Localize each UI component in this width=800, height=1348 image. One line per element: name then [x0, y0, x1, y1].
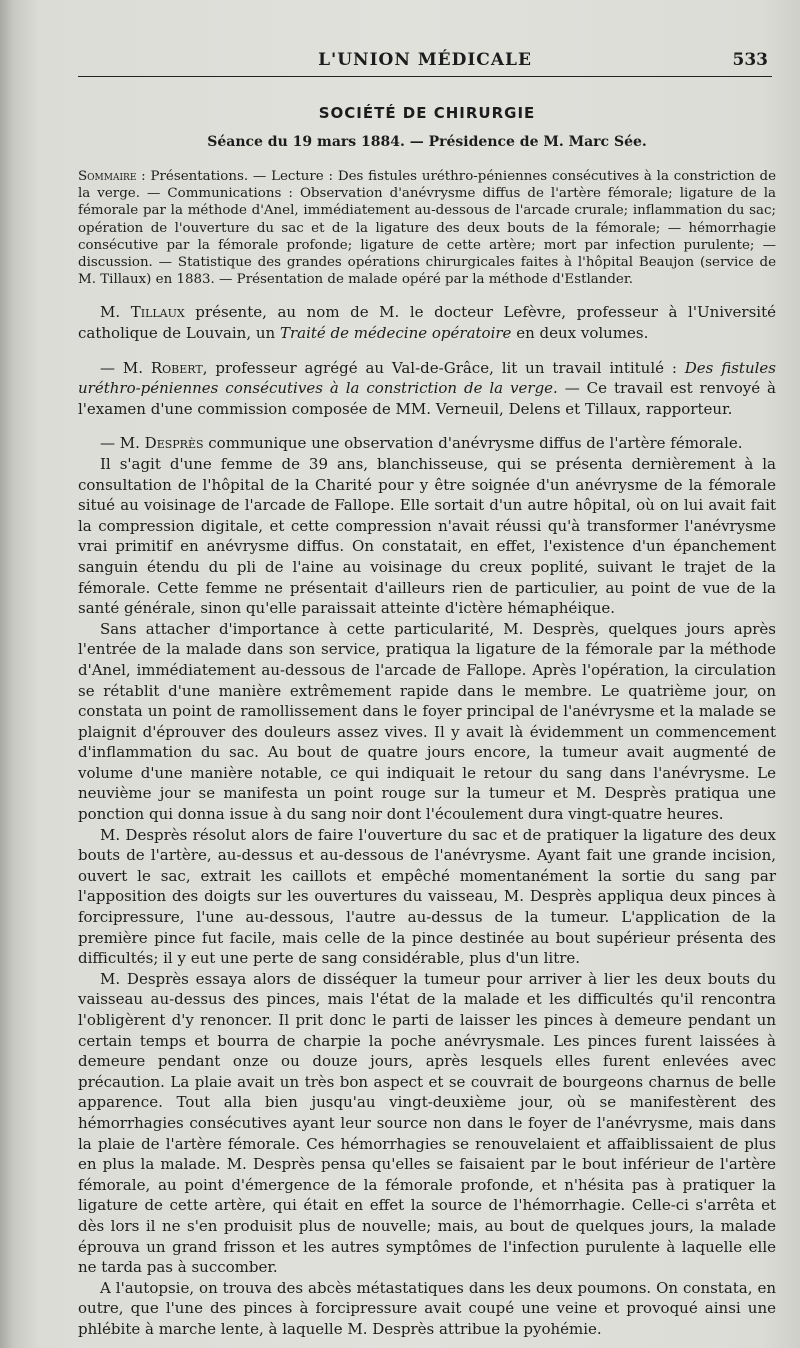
text-run: — M.: [100, 358, 151, 377]
speaker-name: Tillaux: [130, 303, 185, 322]
text-run: M.: [100, 303, 131, 322]
paragraph-autopsy: A l'autopsie, on trouva des abcès métastatiques dans les deux poumons. On constata, en outre, que l'une des pinces à forcipressure avait coupé une veine et provoqué ainsi une phlébite à marche lente, à laquelle M. Desprès attribue la pyohémie.: [78, 1278, 776, 1338]
summary-text: Présentations. — Lecture : Des fistules uréthro-péniennes consécutives à la constriction de la verge. — Communications : Observation d'anévrysme diffus de l'artère fémorale; ligature de la fémorale par la méthode d'Anel, immédiatement au-dessous de l'arcade crurale; inflammation du sac; opération de l'ouverture du sac et de la ligature des deux bouts de la fémorale; — hémorrhagie consécutive par la fémorale profonde; ligature de cette artère; mort par infection purulente; — discussion. — Statistique des grandes opérations chirurgicales faites à l'hôpital Beaujon (service de M. Tillaux) en 1883. — Présentation de malade opéré par la méthode d'Estlander.: [78, 169, 776, 288]
article-body: [78, 104, 776, 1340]
paragraph-presentation: [78, 302, 776, 343]
text-run: , professeur agrégé au Val-de-Grâce, lit un travail intitulé :: [202, 358, 685, 377]
work-title: Des fistules uréthro-péniennes consécutives à la constriction de la verge.: [78, 358, 776, 398]
book-title: Traité de médecine opératoire: [279, 324, 512, 343]
speaker-name: Desprès: [144, 434, 204, 453]
text-run: communique une observation d'anévrysme diffus de l'artère fémorale.: [203, 434, 743, 453]
text-run: — Ce travail est renvoyé à l'examen d'une commission composée de MM. Verneuil, Delens et Tillaux, rapporteur.: [78, 379, 776, 418]
paragraph-operation: M. Desprès résolut alors de faire l'ouverture du sac et de pratiquer la ligature des deux bouts de l'artère, au-dessus et au-dessous de l'anévrysme. Ayant fait une grande incision, ouvert le sac, extrait les caillots et empêché momentanément la sortie du sang par l'apposition des doigts sur les ouvertures du vaisseau, M. Desprès appliqua deux pinces à forcipressure, l'une au-dessous, l'autre au-dessus de la tumeur. L'application de la première pince fut facile, mais celle de la pince destinée au bout supérieur présenta des difficultés; il y eut une perte de sang considérable, plus d'un litre.: [78, 825, 776, 968]
text-run: présente, au nom de M. le docteur Lefèvre, professeur à l'Université catholique de Louvain, un: [78, 303, 776, 343]
paragraph-complications: M. Desprès essaya alors de disséquer la tumeur pour arriver à lier les deux bouts du vaisseau au-dessus des pinces, mais l'état de la malade et les difficultés qu'il rencontra l'obligèrent d'y renoncer. Il prit donc le parti de laisser les pinces à demeure pendant un certain temps et bourra de charpie la poche anévrysmale. Les pinces furent laissées à demeure pendant onze ou douze jours, après lesquels elles furent enlevées avec précaution. La plaie avait un très bon aspect et se couvrait de bourgeons charnus de belle apparence. Tout alla bien jusqu'au vingt-deuxième jour, où se manifestèrent des hémorrhagies consécutives ayant leur source non dans le foyer de l'anévrysme, mais dans la plaie de l'artère fémorale. Ces hémorrhagies se renouvelaient et affaiblissaient de plus en plus la malade. M. Desprès pensa qu'elles se faisaient par le bout inférieur de l'artère fémorale, au point d'émergence de la fémorale profonde, et n'hésita pas à pratiquer la ligature de cette artère, qui était en effet la source de l'hémorrhagie. Celle-ci s'arrêta et dès lors il ne s'en produisit plus de nouvelle; mais, au bout de quelques jours, la malade éprouva un grand frisson et les autres symptômes de l'infection purulente à laquelle elle ne tarda pas à succomber.: [78, 969, 776, 1277]
text-run: — M.: [100, 434, 145, 453]
page-number: 533: [732, 50, 768, 70]
paragraph-ligature: Sans attacher d'importance à cette particularité, M. Desprès, quelques jours après l'entrée de la malade dans son service, pratiqua la ligature de la fémorale par la méthode d'Anel, immédiatement au-dessous de l'arcade de Fallope. Après l'opération, la circulation se rétablit d'une manière extrêmement rapide dans le membre. Le quatrième jour, on constata un point de ramollissement dans le foyer principal de l'anévrysme et la malade se plaignit d'éprouver des douleurs assez vives. Il y avait là évidemment un commencement d'inflammation du sac. Au bout de quatre jours encore, la tumeur avait augmenté de volume d'une manière notable, ce qui indiquait le retour du sang dans l'anévrysme. Le neuvième jour se manifesta un point rouge sur la tumeur et M. Desprès pratiqua une ponction qui donna issue à du sang noir dont l'écoulement dura vingt-quatre heures.: [78, 619, 776, 824]
paragraph-reading: [78, 358, 776, 420]
session-line: Séance du 19 mars 1884. — Présidence de M. Marc Sée.: [207, 134, 647, 150]
section-heading: SOCIÉTÉ DE CHIRURGIE: [318, 104, 536, 122]
paragraph-case: Il s'agit d'une femme de 39 ans, blanchisseuse, qui se présenta dernièrement à la consultation de l'hôpital de la Charité pour y être soignée d'un anévrysme de la fémorale situé au voisinage de l'arcade de Fallope. Elle sortait d'un autre hôpital, où on lui avait fait la compression digitale, et cette compression n'avait réussi qu'à transformer l'anévrysme vrai primitif en anévrysme diffus. On constatait, en effet, l'existence d'un épanchement sanguin étendu du pli de l'aine au voisinage du creux poplité, suivant le trajet de la fémorale. Cette femme ne présentait d'ailleurs rien de particulier, au point de vue de la santé générale, sinon qu'elle paraissait atteinte d'ictère hémaphéique.: [78, 454, 776, 618]
speaker-name: Robert: [150, 358, 203, 377]
running-title: L'UNION MÉDICALE: [318, 50, 532, 70]
page-header: [78, 46, 772, 77]
summary-paragraph: [78, 168, 776, 288]
text-run: en deux volumes.: [511, 324, 649, 343]
summary-label: Sommaire :: [78, 169, 146, 184]
paragraph-communication: [78, 433, 776, 454]
